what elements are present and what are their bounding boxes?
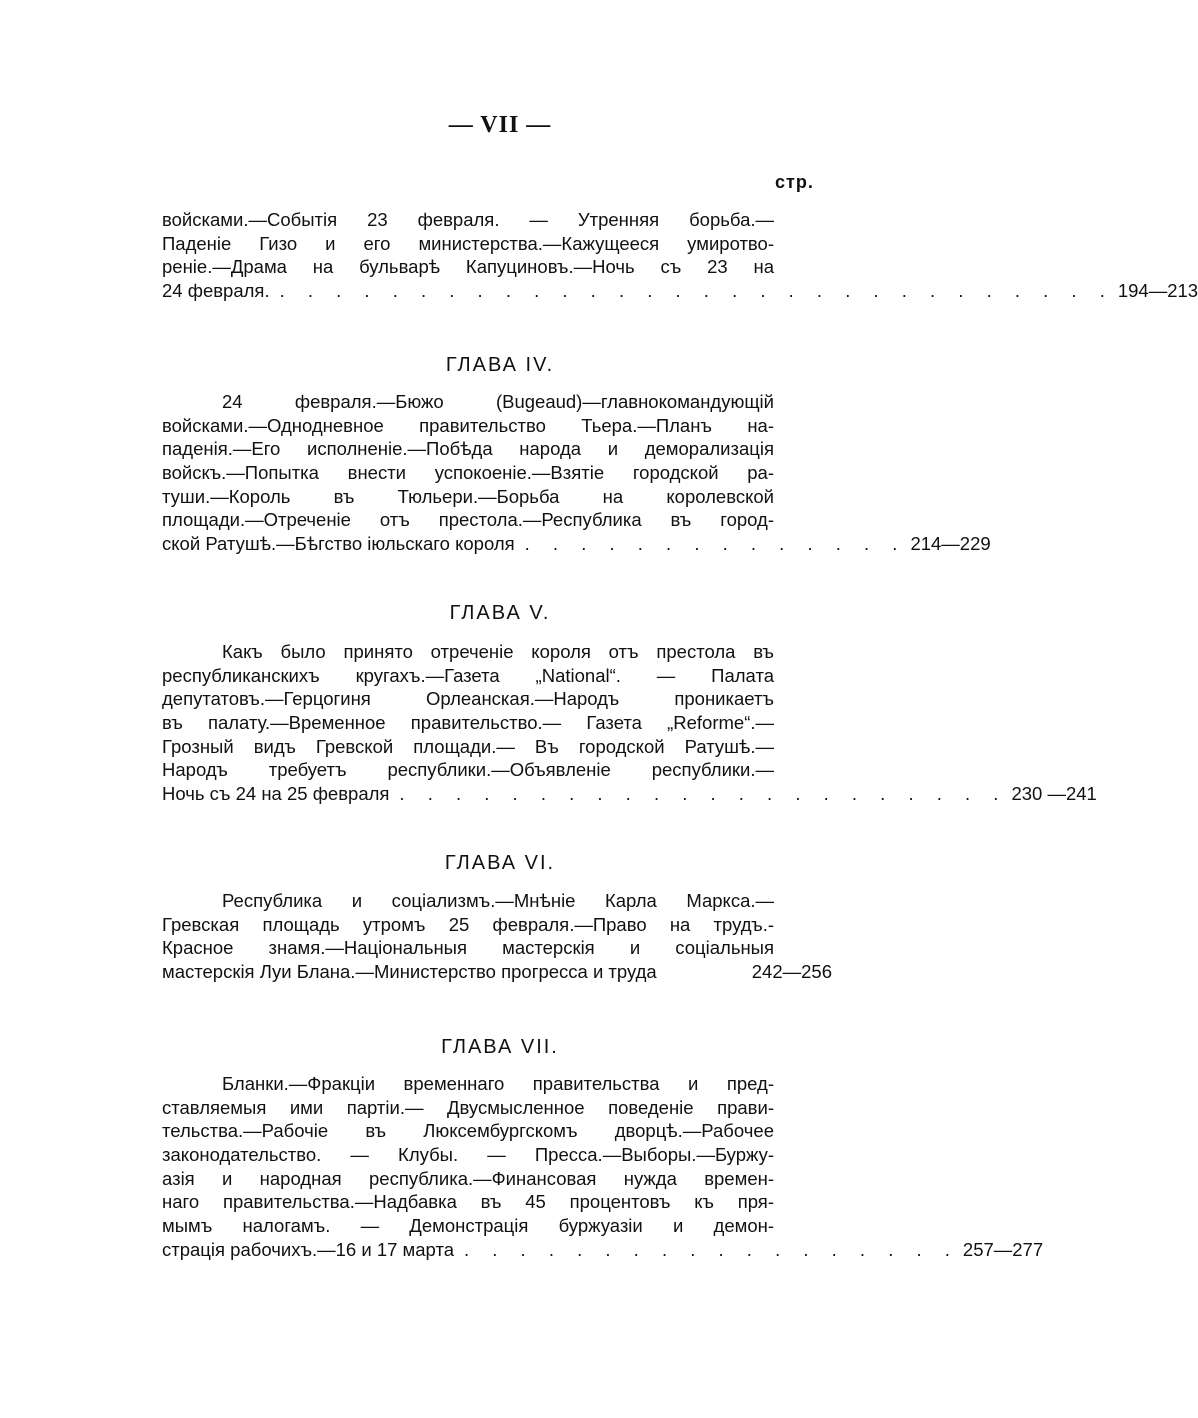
pages-column-label: стр. xyxy=(775,172,814,192)
toc-line: реніе.—Драма на бульварѣ Капуциновъ.—Ночь съ 23 на xyxy=(162,256,774,278)
toc-line: Грозный видъ Гревской площади.— Въ городской Ратушѣ.— xyxy=(162,735,774,757)
dot-leader: . . . . . . . . . . . . . . . . . . xyxy=(464,1238,959,1260)
page-range: 194—213 xyxy=(1117,280,1198,302)
toc-line: войсками.—Однодневное правительство Тьера.—Планъ на- xyxy=(162,414,774,436)
dot-leader: . . . . . . . . . . . . . . xyxy=(524,533,907,555)
toc-last-line xyxy=(162,1238,1044,1262)
toc-last-line xyxy=(162,960,832,984)
toc-last-line xyxy=(162,532,991,556)
page-range: 257—277 xyxy=(962,1238,1044,1260)
toc-line-text: Ночь съ 24 на 25 февраля xyxy=(162,783,390,805)
page-range: 230 —241 xyxy=(1011,783,1097,805)
toc-line: тельства.—Рабочіе въ Люксембургскомъ дворцѣ.—Рабочее xyxy=(162,1120,774,1142)
toc-line: площади.—Отреченіе отъ престола.—Республика въ город- xyxy=(162,509,774,531)
chapter-7-heading: ГЛАВА VII. xyxy=(441,1036,559,1058)
page-number: — VII — xyxy=(448,112,552,138)
toc-entry-chapter-6 xyxy=(162,889,832,984)
toc-line: наго правительства.—Надбавка въ 45 процентовъ къ пря- xyxy=(162,1191,774,1213)
toc-line: ставляемыя ими партіи.— Двусмысленное поведеніе прави- xyxy=(162,1096,774,1118)
toc-line-text: ской Ратушѣ.—Бѣгство іюльскаго короля xyxy=(162,533,515,555)
toc-line: паденія.—Его исполненіе.—Побѣда народа и деморализація xyxy=(162,438,774,460)
toc-line: Красное знамя.—Національныя мастерскія и соціальныя xyxy=(162,937,774,959)
toc-line: мымъ налогамъ. — Демонстрація буржуазіи и демон- xyxy=(162,1215,774,1237)
toc-line: Паденіе Гизо и его министерства.—Кажущееся умиротво- xyxy=(162,232,774,254)
dot-leader: . . . . . . . . . . . . . . . . . . . . . . xyxy=(399,783,1008,805)
toc-line-text: мастерскія Луи Блана.—Министерство прогресса и труда xyxy=(162,961,657,983)
toc-line: туши.—Король въ Тюльери.—Борьба на королевской xyxy=(162,485,774,507)
toc-line: войскъ.—Попытка внести успокоеніе.—Взятіе городской ра- xyxy=(162,462,774,484)
page-range: 242—256 xyxy=(751,961,832,983)
toc-line: Гревская площадь утромъ 25 февраля.—Право на трудъ.- xyxy=(162,913,774,935)
toc-entry-chapter-7 xyxy=(162,1072,1044,1262)
toc-line: республиканскихъ кругахъ.—Газета „National“. — Палата xyxy=(162,664,774,686)
toc-line: Какъ было принято отреченіе короля отъ престола въ xyxy=(222,641,774,662)
toc-line: Республика и соціализмъ.—Мнѣніе Карла Маркса.— xyxy=(222,890,774,911)
chapter-6-heading: ГЛАВА VI. xyxy=(444,852,556,874)
chapter-4-heading: ГЛАВА IV. xyxy=(445,354,555,376)
toc-line: законодательство. — Клубы. — Пресса.—Выборы.—Буржу- xyxy=(162,1144,774,1166)
toc-line: войсками.—Событія 23 февраля. — Утренняя борьба.— xyxy=(162,209,774,230)
toc-last-line xyxy=(162,279,1198,303)
toc-entry-chapter-5 xyxy=(162,640,1097,806)
page-range: 214—229 xyxy=(910,533,991,555)
dot-leader xyxy=(657,960,748,984)
dot-leader: . . . . . . . . . . . . . . . . . . . . . . . . . . . . . . xyxy=(279,280,1114,302)
toc-entry-continued xyxy=(162,208,1198,303)
toc-line-text: 24 февраля. xyxy=(162,280,270,302)
toc-line: Народъ требуетъ республики.—Объявленіе республики.— xyxy=(162,759,774,781)
toc-last-line xyxy=(162,782,1097,806)
toc-line: 24 февраля.—Бюжо (Bugeaud)—главнокомандующій xyxy=(222,391,774,412)
toc-line: Бланки.—Фракціи временнаго правительства и пред- xyxy=(222,1073,774,1094)
toc-line-text: страція рабочихъ.—16 и 17 марта xyxy=(162,1238,454,1260)
toc-line: депутатовъ.—Герцогиня Орлеанская.—Народъ проникаетъ xyxy=(162,688,774,710)
toc-entry-chapter-4 xyxy=(162,390,991,556)
toc-line: въ палату.—Временное правительство.— Газета „Reforme“.— xyxy=(162,712,774,734)
toc-line: азія и народная республика.—Финансовая нужда времен- xyxy=(162,1167,774,1189)
chapter-5-heading: ГЛАВА V. xyxy=(449,602,551,624)
